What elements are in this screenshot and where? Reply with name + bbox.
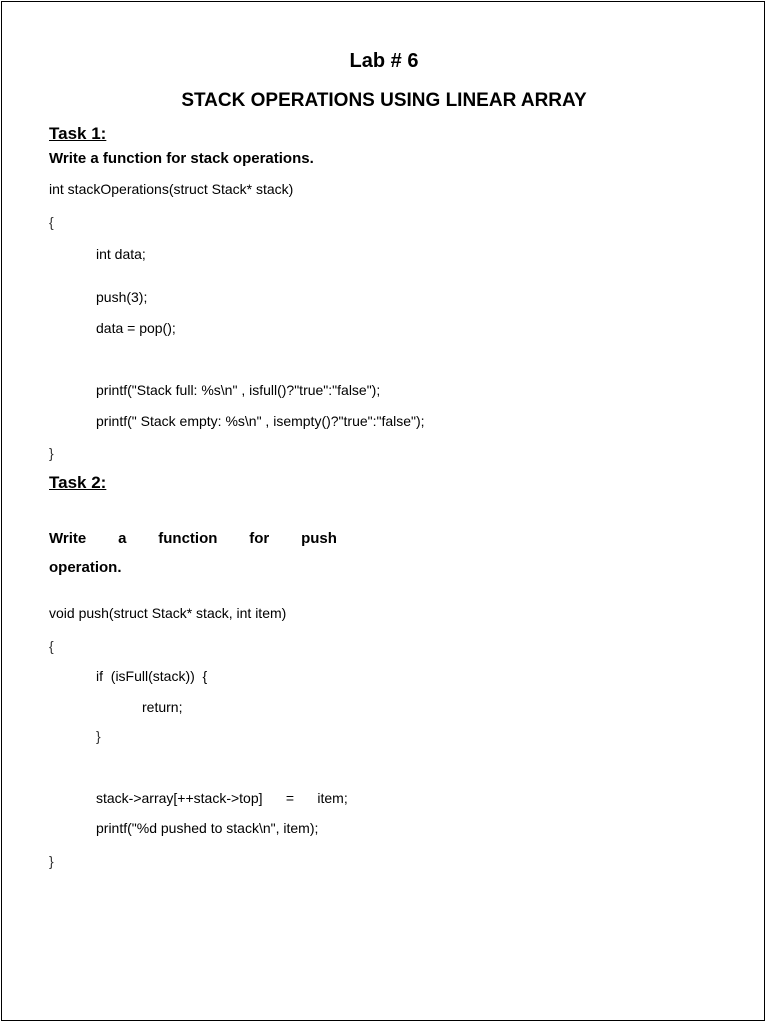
code-line: printf("%d pushed to stack\n", item); [96, 820, 319, 836]
code-brace-close: } [49, 853, 54, 869]
task2-description [49, 531, 337, 546]
code-line: printf(" Stack empty: %s\n" , isempty()?"true":"false"); [96, 413, 425, 429]
code-line: int data; [96, 246, 146, 262]
code-line: if (isFull(stack)) { [96, 668, 208, 684]
lab-title: Lab # 6 [349, 50, 419, 72]
code-line: stack->array[++stack->top] = item; [96, 790, 348, 806]
description-word: for [249, 530, 270, 547]
task1-description: Write a function for stack operations. [49, 150, 314, 167]
code-line: push(3); [96, 289, 148, 305]
task1-heading: Task 1: [49, 124, 107, 143]
task2-heading: Task 2: [49, 473, 107, 492]
code-line: return; [142, 699, 183, 715]
code-line: data = pop(); [96, 320, 176, 336]
code-brace-open: { [49, 214, 54, 230]
code-brace-close: } [96, 728, 101, 744]
code-line: void push(struct Stack* stack, int item) [49, 605, 287, 621]
document-page [1, 1, 765, 1021]
description-word: Write [49, 530, 87, 547]
page-subtitle: STACK OPERATIONS USING LINEAR ARRAY [181, 90, 587, 111]
code-line: int stackOperations(struct Stack* stack) [49, 181, 294, 197]
description-word: push [301, 530, 337, 547]
description-word: a [118, 530, 127, 547]
description-word: function [158, 530, 218, 547]
task2-description-line2: operation. [49, 559, 122, 576]
code-brace-close: } [49, 445, 54, 461]
code-line: printf("Stack full: %s\n" , isfull()?"true":"false"); [96, 382, 381, 398]
code-brace-open: { [49, 638, 54, 654]
